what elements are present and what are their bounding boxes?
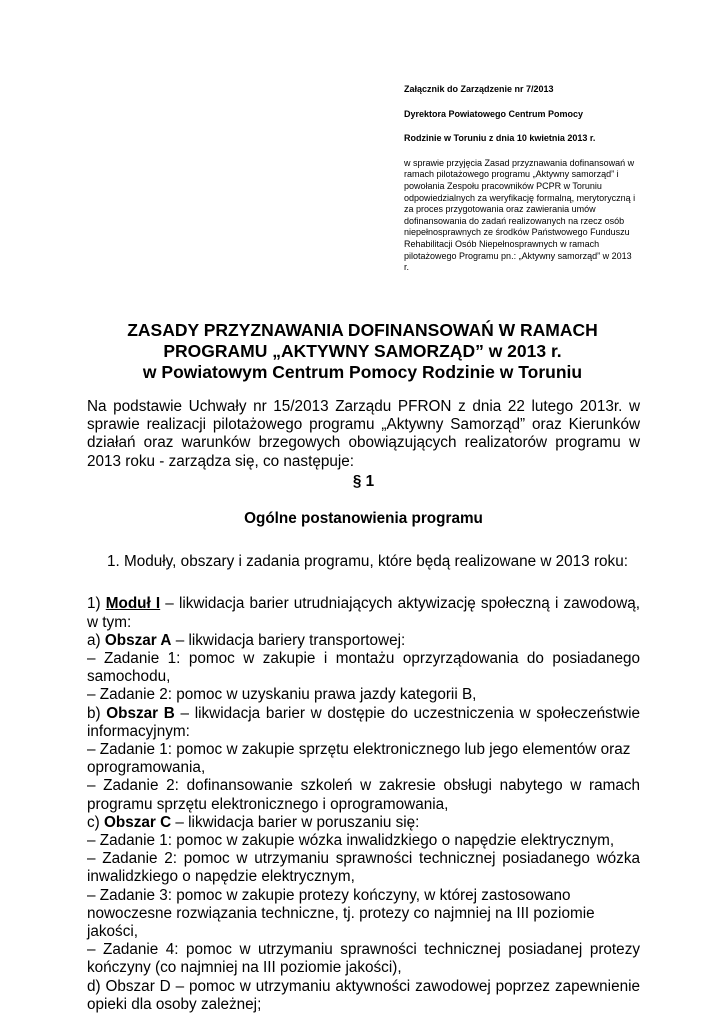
intro-paragraph: Na podstawie Uchwały nr 15/2013 Zarządu PFRON z dnia 22 lutego 2013r. w sprawie realizacji pilotażowego programu „Aktywny Samorząd” oraz Kierunków działań oraz warunków brzegowych obowiązujących realizatorów programu w 2013 roku - zarządza się, co następuje: (87, 398, 640, 470)
area-b-label: Obszar B (106, 704, 175, 722)
area-b-prefix: b) (87, 704, 107, 722)
area-c-text: – likwidacja barier w poruszaniu się: (171, 813, 420, 831)
annex-line-2: Dyrektora Powiatowego Centrum Pomocy (404, 108, 584, 119)
document-body (87, 398, 640, 1014)
annex-line-3: Rodzinie w Toruniu z dnia 10 kwietnia 2013 r. (404, 133, 596, 144)
annex-header (404, 84, 636, 274)
section-title: Ogólne postanowienia programu (244, 510, 483, 528)
module-1-text: – likwidacja barier utrudniających aktywizację społeczną i zawodową, w tym: (87, 595, 641, 631)
area-b-text: – likwidacja barier w dostępie do uczestniczenia w społeczeństwie informacyjnym: (87, 704, 640, 740)
annex-description: w sprawie przyjęcia Zasad przyznawania dofinansowań w ramach pilotażowego programu „Aktywny samorząd” i powołania Zespołu pracowników PCPR w Toruniu odpowiedzialnych za weryfikację formalną, merytoryczną i za proces przygotowania oraz zawierania umów dofinansowania do zadań realizowanych na rzecz osób niepełnosprawnych ze środków Państwowego Funduszu Rehabilitacji Osób Niepełnosprawnych w ramach pilotażowego Programu pn.: „Aktywny samorząd” w 2013 r. (404, 157, 636, 273)
area-c-prefix: c) (87, 813, 104, 831)
area-c (87, 814, 640, 832)
area-a-prefix: a) (87, 631, 105, 649)
module-1-prefix: 1) (87, 595, 106, 613)
area-c-task-2: – Zadanie 2: pomoc w utrzymaniu sprawności technicznej posiadanego wózka inwalidzkiego o napędzie elektrycznym, (87, 850, 640, 886)
area-c-task-4: – Zadanie 4: pomoc w utrzymaniu sprawności technicznej posiadanej protezy kończyny (co najmniej na III poziomie jakości), (87, 941, 640, 977)
area-a (87, 632, 640, 650)
area-a-task-2: – Zadanie 2: pomoc w uzyskaniu prawa jazdy kategorii B, (87, 686, 477, 704)
title-line-3: w Powiatowym Centrum Pomocy Rodzinie w Toruniu (142, 362, 583, 382)
title-line-1: ZASADY PRZYZNAWANIA DOFINANSOWAŃ W RAMACH (127, 320, 598, 340)
annex-line-1: Załącznik do Zarządzenie nr 7/2013 (404, 84, 554, 94)
paragraph-sign: § 1 (352, 472, 375, 490)
area-c-task-3: – Zadanie 3: pomoc w zakupie protezy kończyny, w której zastosowano nowoczesne rozwiązania techniczne, tj. protezy co najmniej na III poziomie jakości, (87, 886, 595, 941)
area-b-task-2: – Zadanie 2: dofinansowanie szkoleń w zakresie obsługi nabytego w ramach programu sprzętu elektronicznego i oprogramowania, (87, 777, 640, 813)
area-b-task-1: – Zadanie 1: pomoc w zakupie sprzętu elektronicznego lub jego elementów oraz oprogramowania, (87, 741, 631, 777)
document-title (60, 320, 665, 383)
module-1 (87, 595, 640, 631)
area-a-task-1: – Zadanie 1: pomoc w zakupie i montażu oprzyrządowania do posiadanego samochodu, (87, 650, 640, 686)
list-item-1: 1. Moduły, obszary i zadania programu, które będą realizowane w 2013 roku: (107, 553, 628, 571)
area-b (87, 705, 640, 741)
area-a-label: Obszar A (104, 631, 172, 649)
area-c-task-1: – Zadanie 1: pomoc w zakupie wózka inwalidzkiego o napędzie elektrycznym, (87, 832, 615, 850)
area-a-text: – likwidacja bariery transportowej: (171, 631, 406, 649)
modules-list (87, 595, 640, 1014)
module-1-label: Moduł I (105, 595, 161, 613)
area-d: d) Obszar D – pomoc w utrzymaniu aktywności zawodowej poprzez zapewnienie opieki dla osoby zależnej; (87, 977, 640, 1013)
title-line-2: PROGRAMU „AKTYWNY SAMORZĄD” w 2013 r. (163, 341, 562, 361)
area-c-label: Obszar C (104, 813, 172, 831)
